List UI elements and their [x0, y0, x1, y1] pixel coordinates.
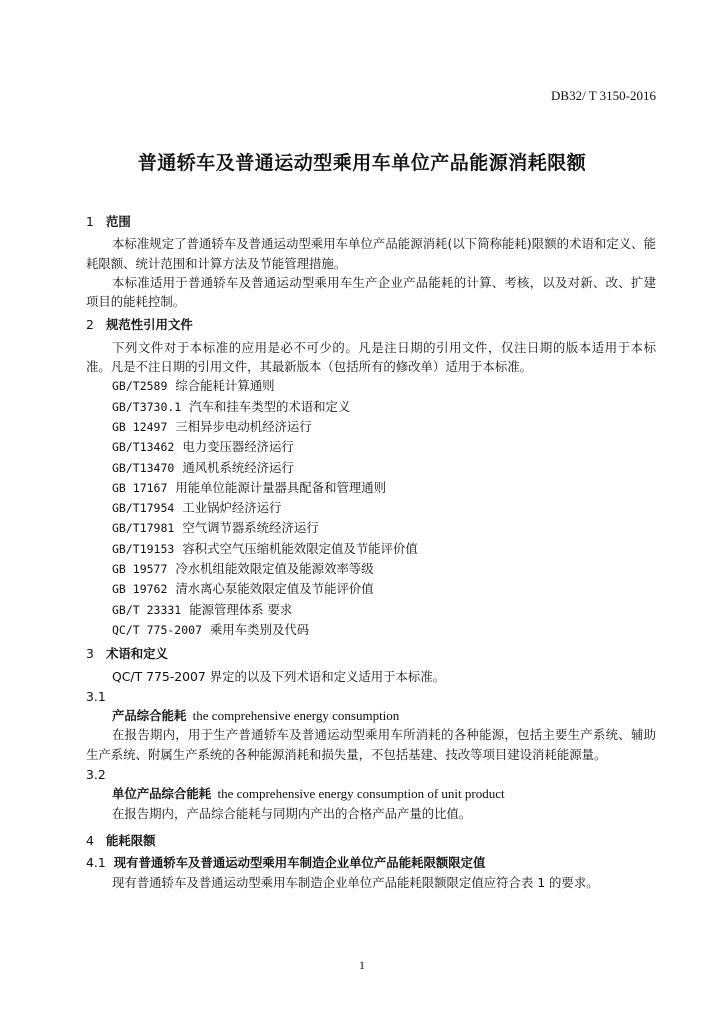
reference-title: 用能单位能源计量器具配备和管理通则: [175, 479, 387, 495]
section-heading-energy-consumption-limit: [86, 831, 656, 850]
term-chinese: 单位产品综合能耗: [112, 786, 212, 802]
reference-code: GB/T13470: [112, 460, 175, 475]
reference-title: 能源管理体系 要求: [189, 601, 293, 617]
reference-code: GB/T13462: [112, 440, 175, 455]
reference-title: 三相异步电动机经济运行: [175, 418, 312, 434]
reference-title: 汽车和挂车类型的术语和定义: [189, 398, 351, 414]
clause-number: 3.1: [86, 688, 106, 704]
section-title: 规范性引用文件: [106, 317, 193, 333]
paragraph: QC/T 775-2007 界定的以及下列术语和定义适用于本标准。: [112, 668, 446, 684]
reference-item: [86, 478, 656, 498]
section-number: 2: [86, 317, 94, 333]
reference-code: QC/T 775-2007: [112, 622, 203, 637]
subsection-heading: [86, 853, 656, 872]
section-number: 4: [86, 832, 94, 848]
clause-number: 3.2: [86, 767, 106, 783]
term-english: the comprehensive energy consumption: [192, 708, 400, 724]
reference-item: [86, 458, 656, 478]
document-title: 普通轿车及普通运动型乘用车单位产品能源消耗限额: [137, 152, 587, 174]
paragraph: 下列文件对于本标准的应用是必不可少的。凡是注日期的引用文件，仅注日期的版本适用于本标准。凡是不注日期的引用文件，其最新版本（包括所有的修改单）适用于本标准。: [86, 339, 656, 375]
reference-item: [86, 498, 656, 518]
reference-code: GB/T 23331: [112, 602, 182, 617]
term-entry: [86, 706, 656, 725]
term-chinese: 产品综合能耗: [112, 708, 187, 724]
reference-title: 空气调节器系统经济运行: [182, 520, 319, 536]
reference-code: GB 17167: [112, 480, 168, 495]
section-title: 能耗限额: [106, 832, 156, 848]
reference-item: [86, 437, 656, 457]
reference-title: 乘用车类别及代码: [210, 621, 310, 637]
reference-code: GB/T17981: [112, 521, 175, 536]
reference-code: GB 19577: [112, 562, 168, 577]
reference-item: [86, 417, 656, 437]
section-heading-normative-references: [86, 315, 656, 334]
reference-item: [86, 600, 656, 620]
reference-code: GB 12497: [112, 419, 168, 434]
reference-item: [86, 518, 656, 538]
term-entry: [86, 784, 656, 803]
reference-title: 容积式空气压缩机能效限定值及节能评价值: [182, 540, 418, 556]
subsection-number: 4.1: [86, 855, 106, 871]
section-heading-terms-and-definitions: [86, 644, 656, 663]
reference-item: [86, 559, 656, 579]
section-number: 3: [86, 646, 94, 662]
section-title: 范围: [106, 214, 131, 229]
reference-code: GB/T17954: [112, 501, 175, 516]
reference-item: [86, 539, 656, 559]
term-definition: 在报告期内，用于生产普通轿车及普通运动型乘用车所消耗的各种能源，包括主要生产系统、辅助生产系统、附属生产系统的各种能源消耗和损失量，不包括基建、技改等项目建设消耗能源量。: [86, 727, 656, 762]
reference-code: GB 19762: [112, 582, 168, 597]
document-body: [86, 208, 656, 892]
paragraph: 现有普通轿车及普通运动型乘用车制造企业单位产品能耗限额限定值应符合表 1 的要求。: [112, 874, 599, 890]
reference-title: 综合能耗计算通则: [175, 378, 275, 394]
reference-item: [86, 376, 656, 396]
reference-item: [86, 579, 656, 599]
section-number: 1: [86, 214, 94, 229]
subsection-title: 现有普通轿车及普通运动型乘用车制造企业单位产品能耗限额限定值: [113, 855, 486, 871]
page-number: 1: [359, 958, 365, 972]
section-title: 术语和定义: [106, 646, 168, 662]
term-english: the comprehensive energy consumption of unit product: [217, 786, 505, 802]
reference-title: 清水离心泵能效限定值及节能评价值: [175, 581, 374, 597]
reference-title: 工业锅炉经济运行: [182, 500, 282, 516]
reference-code: GB/T19153: [112, 541, 175, 556]
paragraph: 本标准规定了普通轿车及普通运动型乘用车单位产品能源消耗(以下简称能耗)限额的术语和定义、能耗限额、统计范围和计算方法及节能管理措施。: [86, 236, 656, 271]
reference-item: [86, 397, 656, 417]
term-definition: 在报告期内，产品综合能耗与同期内产出的合格产品产量的比值。: [112, 805, 472, 821]
reference-code: GB/T3730.1: [112, 399, 182, 414]
section-heading-scope: [86, 212, 656, 231]
reference-title: 通风机系统经济运行: [182, 459, 294, 475]
paragraph: 本标准适用于普通轿车及普通运动型乘用车生产企业产品能耗的计算、考核，以及对新、改、扩建项目的能耗控制。: [86, 274, 656, 310]
reference-title: 冷水机组能效限定值及能源效率等级: [175, 561, 374, 577]
document-number: DB32/ T 3150-2016: [551, 88, 656, 103]
reference-item: [86, 620, 656, 640]
reference-code: GB/T2589: [112, 379, 168, 394]
reference-title: 电力变压器经济运行: [182, 439, 294, 455]
